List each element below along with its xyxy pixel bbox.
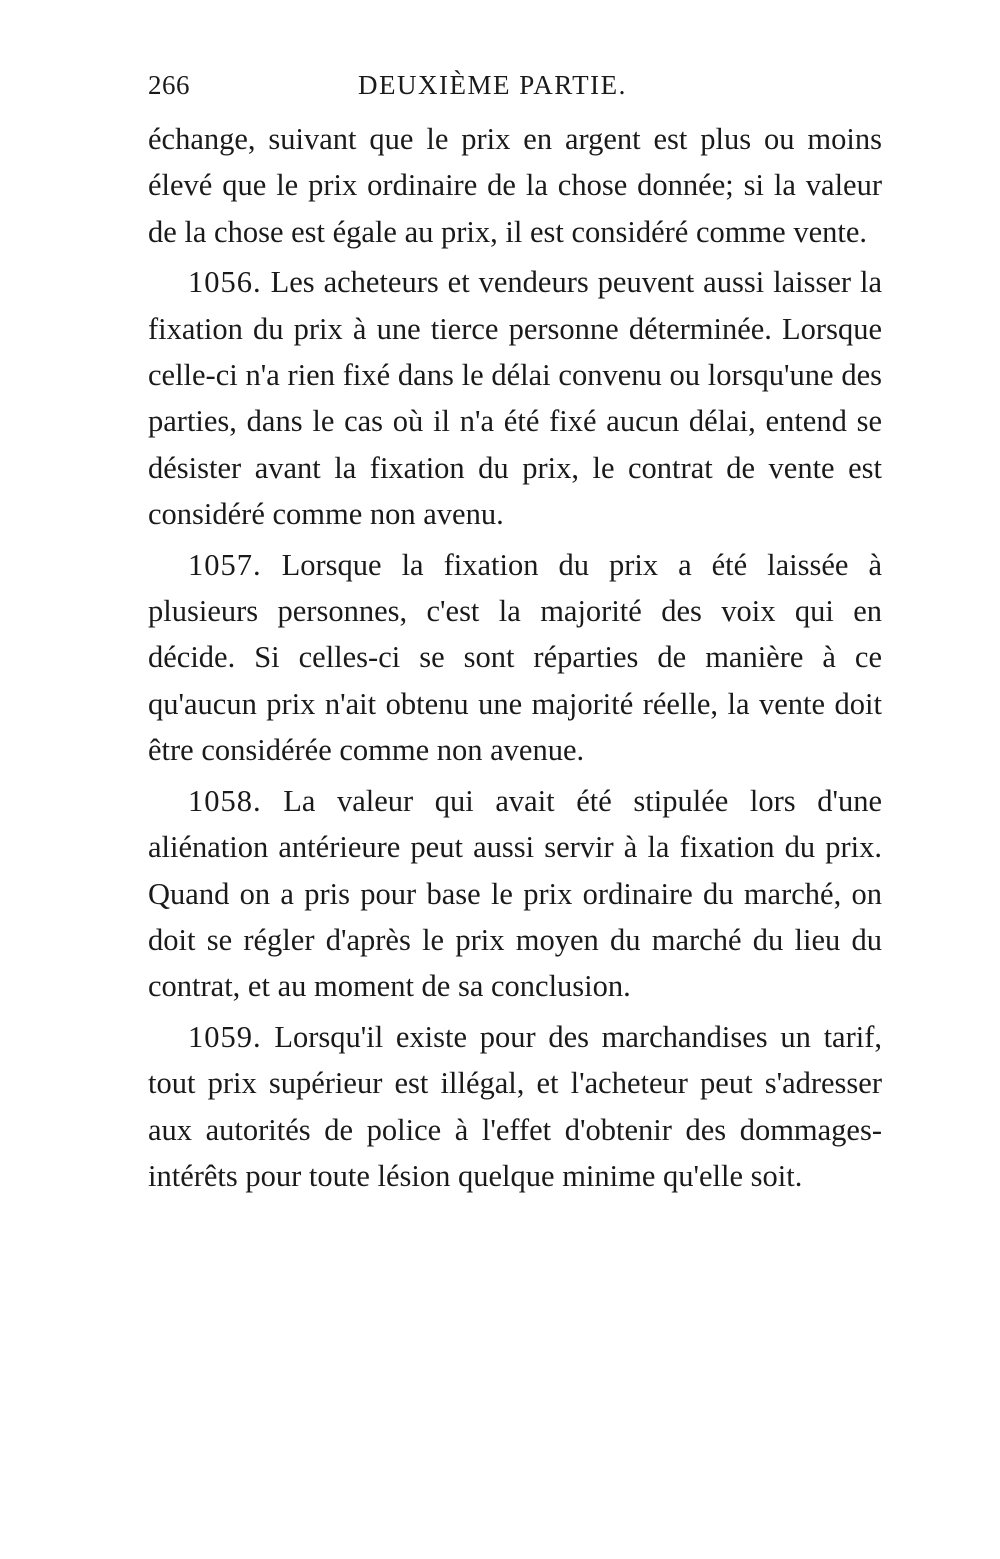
paragraph-text: Lorsque la fixation du prix a été laissée à plusieurs personnes, c'est la majorité des voix qui en décide. Si celles-ci se sont réparties de manière à ce qu'aucun prix n'ait obtenu une majorité réelle, la vente doit être considérée comme non avenue. [148,547,882,768]
running-title: DEUXIÈME PARTIE. [358,70,627,100]
article-1059 [148,1014,882,1200]
article-1056 [148,259,882,537]
running-head [148,70,882,116]
paragraph-text: La valeur qui avait été stipulée lors d'une aliénation antérieure peut aussi servir à la fixation du prix. Quand on a pris pour base le prix ordinaire du marché, on doit se régler d'après le prix moyen du marché du lieu du contrat, et au moment de sa conclusion. [148,783,882,1004]
paragraph-text: échange, suivant que le prix en argent est plus ou moins élevé que le prix ordinaire de la chose donnée; si la valeur de la chose est égale au prix, il est considéré comme vente. [148,122,882,249]
article-number: 1058. [188,783,262,818]
article-number: 1057. [188,547,262,582]
body-text [148,116,882,1199]
paragraph-text: Les acheteurs et vendeurs peuvent aussi laisser la fixation du prix à une tierce personne déterminée. Lorsque celle-ci n'a rien fixé dans le délai convenu ou lorsqu'une des parties, dans le cas où il n'a été fixé aucun délai, entend se désister avant la fixation du prix, le contrat de vente est considéré comme non avenu. [148,265,882,532]
article-number: 1059. [188,1019,262,1054]
page-number: 266 [148,70,190,100]
article-1057 [148,542,882,774]
article-number: 1056. [188,265,262,300]
paragraph-continued [148,116,882,255]
book-page [148,70,882,1199]
article-1058 [148,778,882,1010]
paragraph-text: Lorsqu'il existe pour des marchandises un tarif, tout prix supérieur est illégal, et l'acheteur peut s'adresser aux autorités de police à l'effet d'obtenir des dommages-intérêts pour toute lésion quelque minime qu'elle soit. [148,1019,882,1193]
